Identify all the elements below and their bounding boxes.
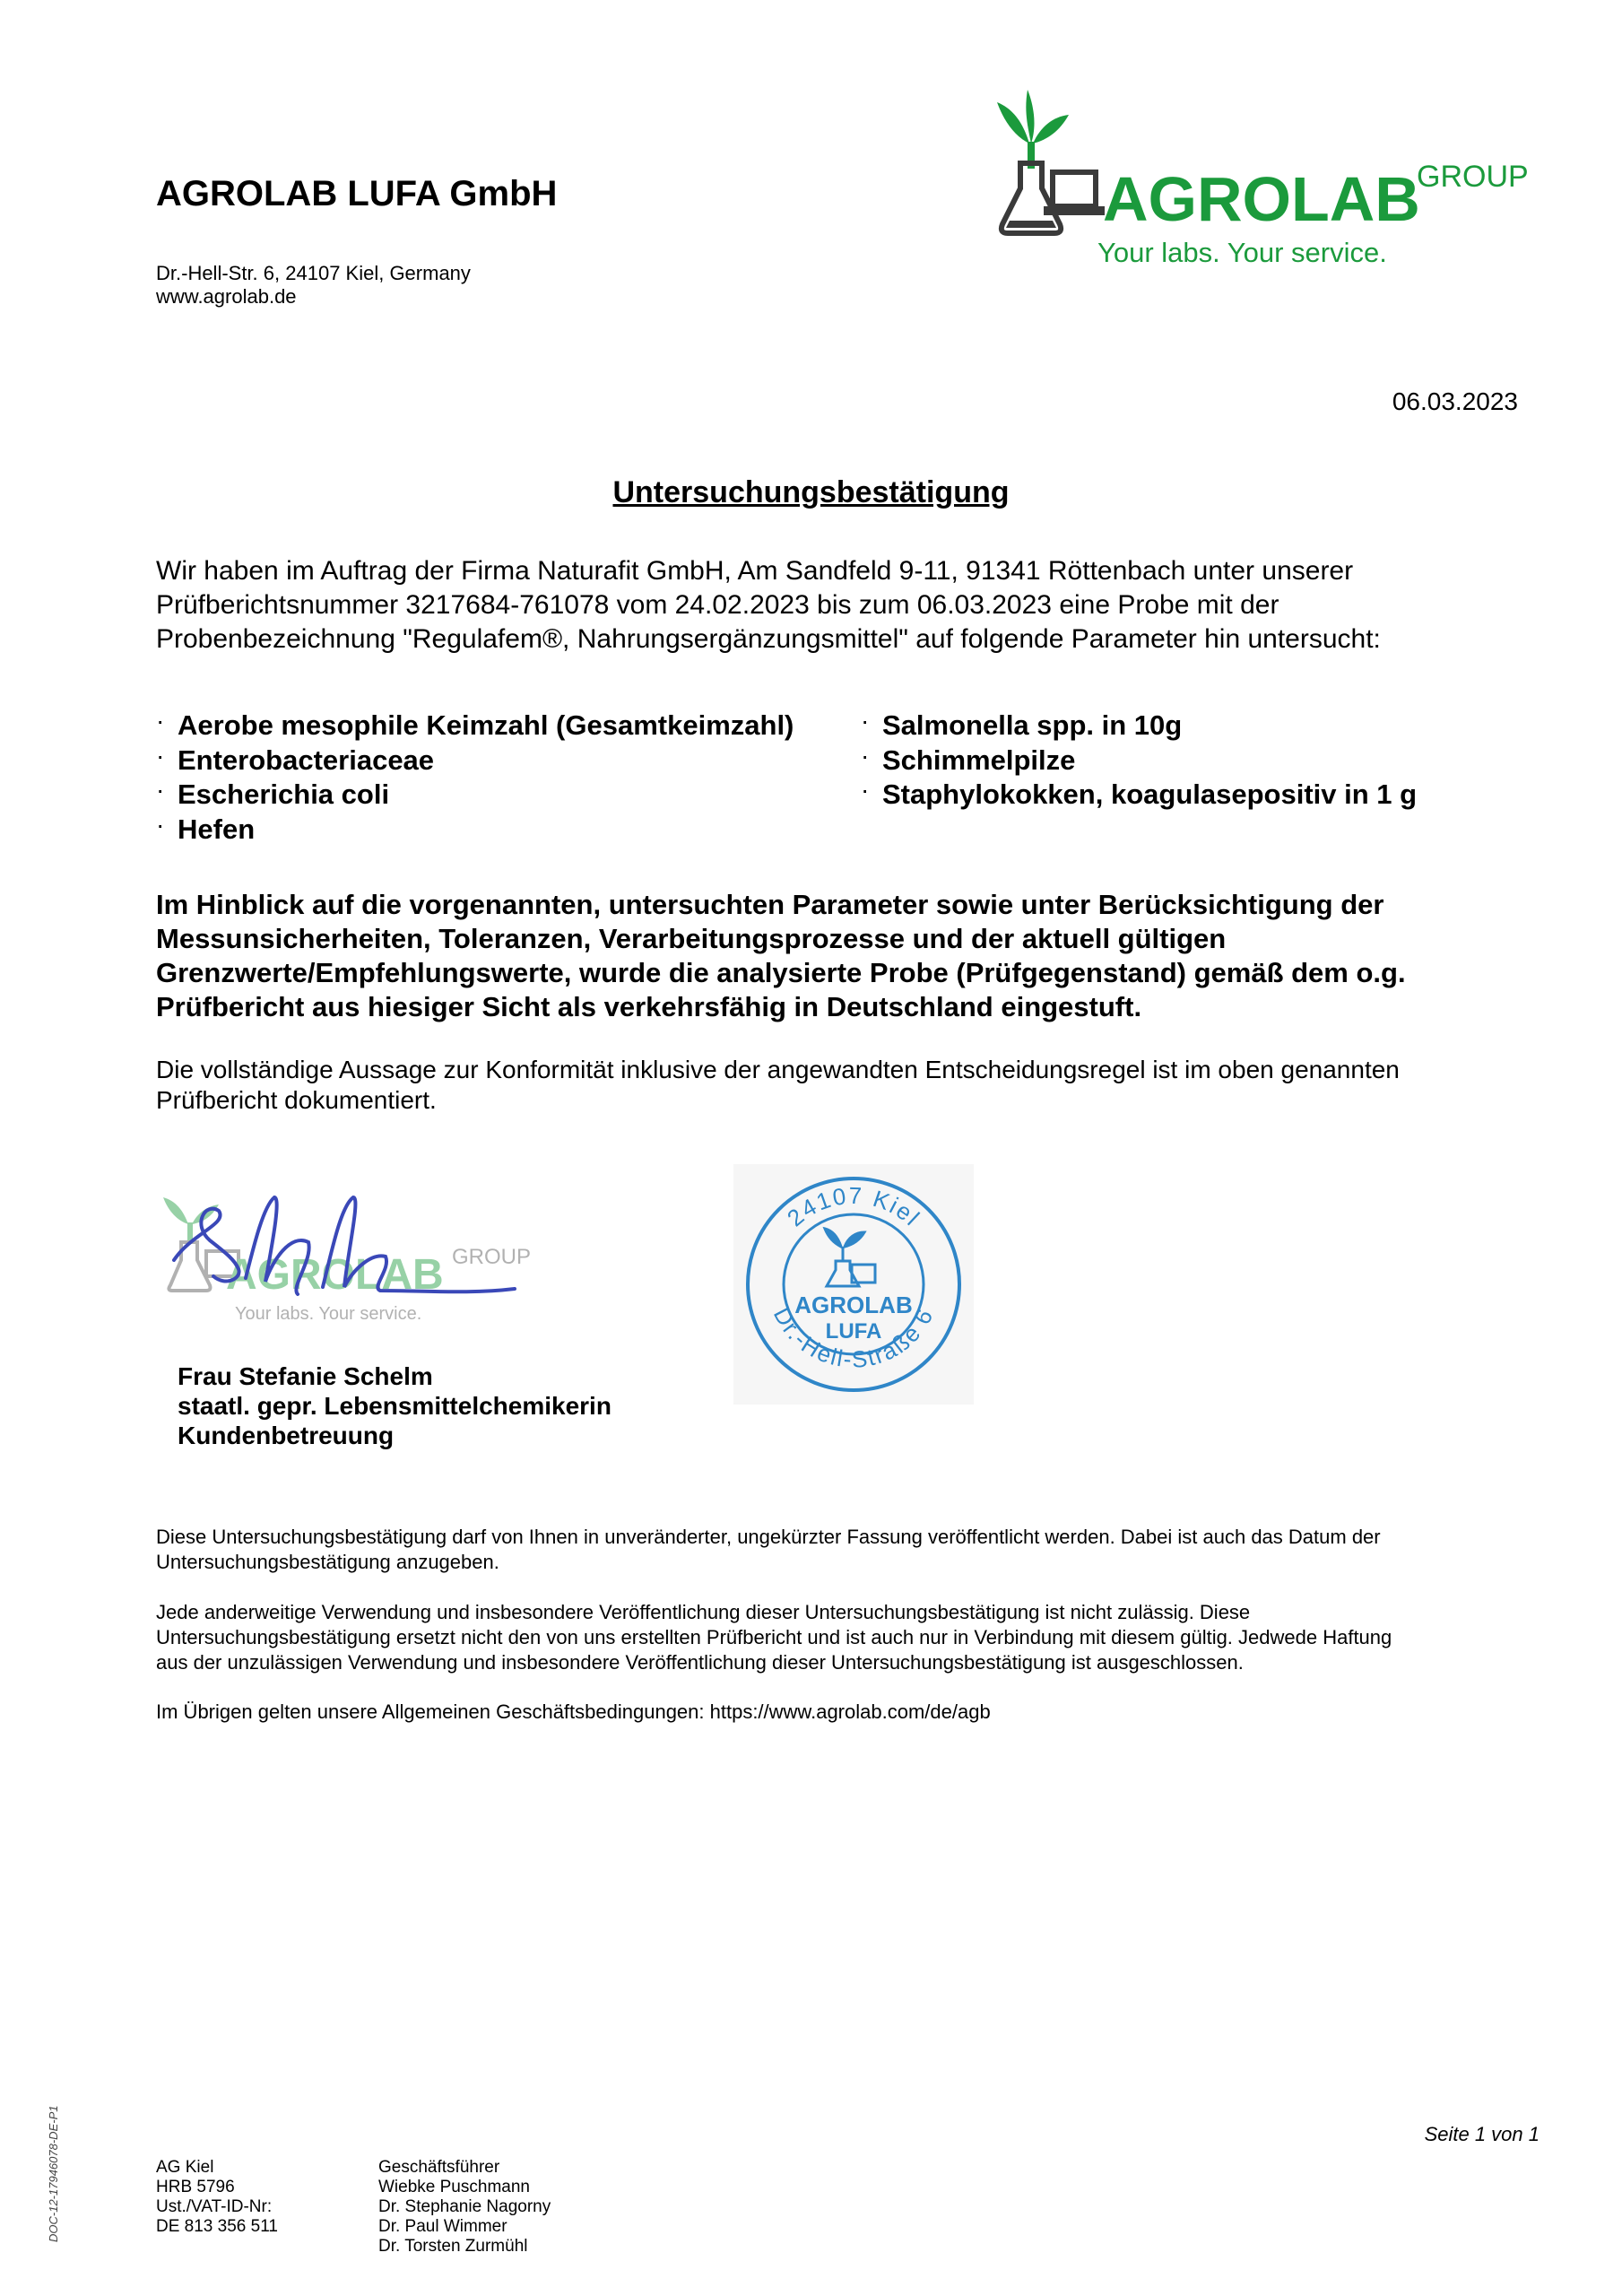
svg-text:Dr.-Hell-Straße 6: Dr.-Hell-Straße 6 bbox=[768, 1302, 940, 1373]
footer-line: Wiebke Puschmann bbox=[378, 2178, 530, 2196]
svg-text:24107 Kiel: 24107 Kiel bbox=[781, 1181, 926, 1232]
parameter-list-left bbox=[156, 709, 794, 847]
address-line: Dr.-Hell-Str. 6, 24107 Kiel, Germany bbox=[156, 262, 471, 284]
svg-text:AGROLAB: AGROLAB bbox=[1103, 164, 1420, 234]
list-item: · Schimmelpilze bbox=[861, 741, 1076, 776]
sprout-icon bbox=[997, 90, 1069, 169]
svg-text:Your labs. Your service.: Your labs. Your service. bbox=[1097, 237, 1387, 268]
parameter-list-right bbox=[861, 709, 1417, 813]
page-title: Untersuchungsbestätigung bbox=[612, 475, 1010, 509]
list-item: · Aerobe mesophile Keimzahl (Gesamtkeimzahl) bbox=[156, 707, 794, 741]
fineprint-restrictions bbox=[156, 1600, 1537, 1675]
document-date: 06.03.2023 bbox=[1392, 387, 1518, 415]
footer-line: DE 813 356 511 bbox=[156, 2217, 278, 2236]
footer-line: Dr. Stephanie Nagorny bbox=[378, 2197, 551, 2216]
list-item: · Hefen bbox=[156, 810, 256, 845]
agrolab-group-logo bbox=[988, 90, 1544, 278]
signer-title: staatl. gepr. Lebensmittelchemikerin bbox=[178, 1392, 612, 1420]
svg-text:LUFA: LUFA bbox=[825, 1319, 882, 1344]
footer-line: HRB 5796 bbox=[156, 2178, 235, 2196]
conformity-line: Prüfbericht dokumentiert. bbox=[156, 1086, 437, 1114]
footer-management bbox=[378, 2158, 551, 2257]
svg-text:AGROLAB: AGROLAB bbox=[794, 1292, 913, 1318]
intro-line: Wir haben im Auftrag der Firma Naturafit GmbH, Am Sandfeld 9-11, 91341 Röttenbach unter unserer bbox=[156, 556, 1354, 586]
terms-link[interactable]: Im Übrigen gelten unsere Allgemeinen Geschäftsbedingungen: https://www.agrolab.com/de/agb bbox=[156, 1700, 991, 1723]
list-item: · Salmonella spp. in 10g bbox=[861, 707, 1183, 741]
svg-text:Your labs. Your service.: Your labs. Your service. bbox=[235, 1304, 422, 1324]
fineprint-terms bbox=[156, 1700, 1537, 1725]
statement-line: Im Hinblick auf die vorgenannten, untersuchten Parameter sowie unter Berücksichtigung der bbox=[156, 889, 1384, 920]
intro-line: Prüfberichtsnummer 3217684-761078 vom 24.02.2023 bis zum 06.03.2023 eine Probe mit der bbox=[156, 590, 1279, 620]
conformity-note bbox=[156, 1055, 1537, 1116]
assessment-statement bbox=[156, 888, 1537, 1024]
statement-line: Prüfbericht aus hiesiger Sicht als verkehrsfähig in Deutschland eingestuft. bbox=[156, 991, 1142, 1022]
document-id: DOC-12-17946078-DE-P1 bbox=[47, 2105, 60, 2242]
signer-department: Kundenbetreuung bbox=[178, 1422, 395, 1449]
company-stamp bbox=[733, 1164, 974, 1405]
list-item: · Staphylokokken, koagulasepositiv in 1 g bbox=[861, 776, 1418, 810]
fineprint-line: Untersuchungsbestätigung anzugeben. bbox=[156, 1551, 499, 1573]
svg-text:GROUP: GROUP bbox=[1417, 160, 1529, 194]
stamp-sprout-icon bbox=[825, 1229, 875, 1286]
website-link[interactable]: www.agrolab.de bbox=[156, 285, 297, 308]
list-item: · Enterobacteriaceae bbox=[156, 741, 435, 776]
footer-line: Ust./VAT-ID-Nr: bbox=[156, 2197, 273, 2216]
signer-block bbox=[178, 1361, 612, 1450]
conformity-line: Die vollständige Aussage zur Konformität inklusive der angewandten Entscheidungsregel ist im oben genannten bbox=[156, 1056, 1400, 1083]
footer-line: AG Kiel bbox=[156, 2158, 214, 2177]
footer-line: Dr. Paul Wimmer bbox=[378, 2217, 507, 2236]
intro-paragraph bbox=[156, 554, 1519, 657]
list-item: · Escherichia coli bbox=[156, 776, 390, 810]
statement-line: Messunsicherheiten, Toleranzen, Verarbeitungsprozesse und der aktuell gültigen bbox=[156, 923, 1227, 954]
laptop-icon bbox=[1044, 172, 1105, 215]
fineprint-line: Diese Untersuchungsbestätigung darf von Ihnen in unveränderter, ungekürzter Fassung veröffentlicht werden. Dabei ist auch das Datum der bbox=[156, 1526, 1381, 1548]
svg-text:AGROLAB: AGROLAB bbox=[226, 1251, 444, 1299]
page-number: Seite 1 von 1 bbox=[1424, 2123, 1540, 2145]
footer-line: Geschäftsführer bbox=[378, 2158, 500, 2177]
footer-registry bbox=[156, 2158, 278, 2237]
fineprint-line: aus der unzulässigen Verwendung und insbesondere Veröffentlichung dieser Untersuchungsbestätigung ist ausgeschlossen. bbox=[156, 1651, 1244, 1674]
signer-name: Frau Stefanie Schelm bbox=[178, 1362, 433, 1390]
fineprint-line: Jede anderweitige Verwendung und insbesondere Veröffentlichung dieser Untersuchungsbestätigung ist nicht zulässig. Diese bbox=[156, 1601, 1251, 1623]
footer-line: Dr. Torsten Zurmühl bbox=[378, 2237, 528, 2256]
svg-text:GROUP: GROUP bbox=[452, 1245, 532, 1269]
company-name: AGROLAB LUFA GmbH bbox=[156, 174, 558, 213]
intro-line: Probenbezeichnung "Regulafem®, Nahrungsergänzungsmittel" auf folgende Parameter hin untersucht: bbox=[156, 624, 1381, 654]
statement-line: Grenzwerte/Empfehlungswerte, wurde die analysierte Probe (Prüfgegenstand) gemäß dem o.g. bbox=[156, 957, 1406, 988]
signature-image bbox=[156, 1170, 551, 1350]
fineprint-publication bbox=[156, 1525, 1537, 1575]
company-address bbox=[156, 262, 471, 309]
fineprint-line: Untersuchungsbestätigung ersetzt nicht den von uns erstellten Prüfbericht und ist auch nur in Verbindung mit diesem gültig. Jedwede Haftung bbox=[156, 1626, 1392, 1648]
